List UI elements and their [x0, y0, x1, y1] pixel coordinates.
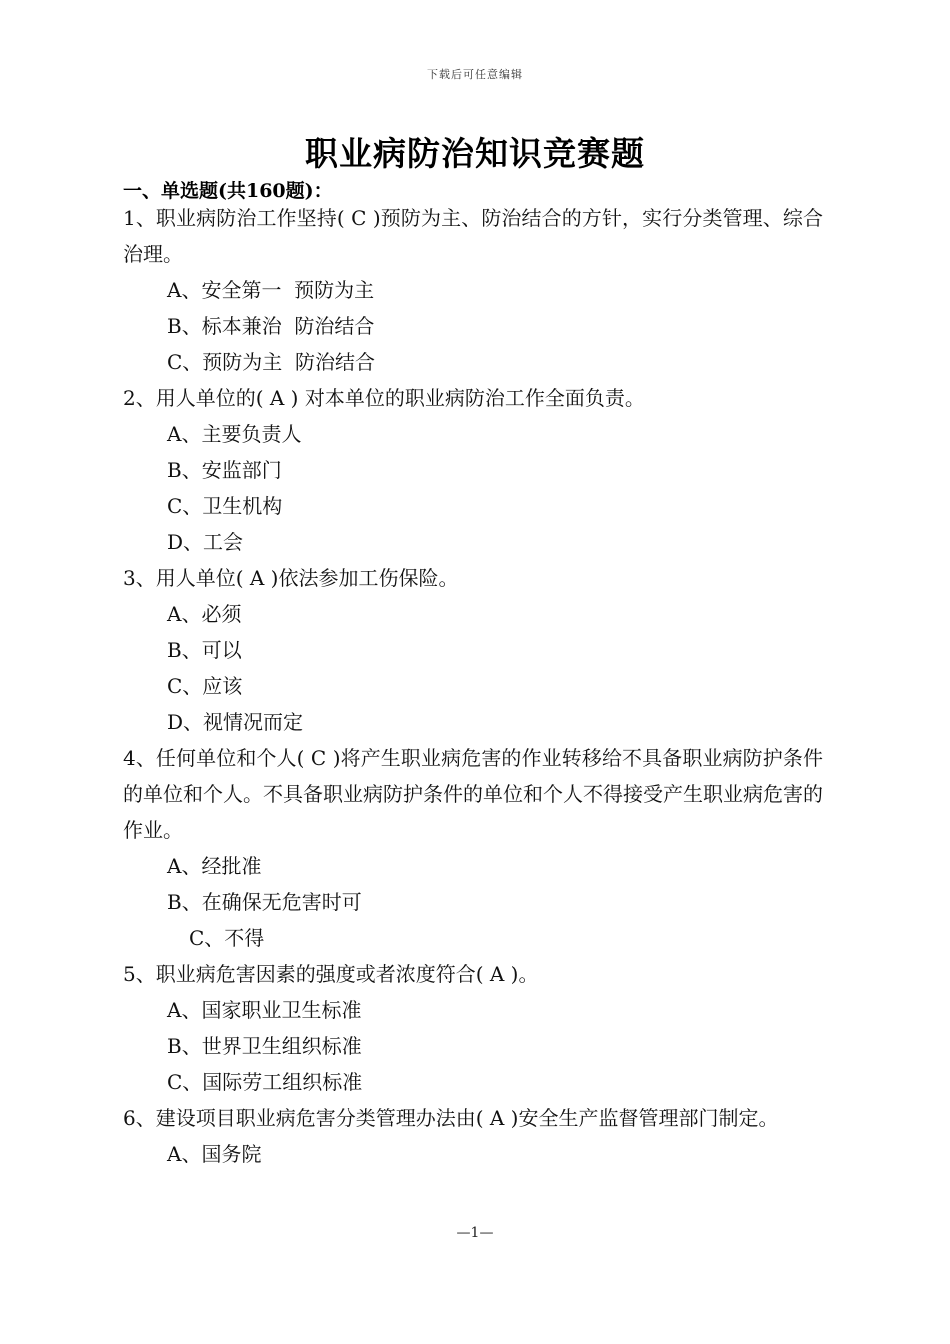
- answer-option: A、安全第一 预防为主: [167, 278, 375, 302]
- question-block: [123, 740, 823, 956]
- question-text: 2、用人单位的( A ) 对本单位的职业病防治工作全面负责。: [123, 386, 645, 410]
- question-text: 5、职业病危害因素的强度或者浓度符合( A )。: [123, 962, 539, 986]
- answer-option: B、安监部门: [167, 458, 282, 482]
- header-note: 下载后可任意编辑: [427, 68, 523, 81]
- answer-option: B、在确保无危害时可: [167, 890, 362, 914]
- answer-option: A、必须: [167, 602, 242, 626]
- answer-option: B、世界卫生组织标准: [167, 1034, 362, 1058]
- answer-option: B、可以: [167, 638, 242, 662]
- answer-option: A、国家职业卫生标准: [167, 998, 362, 1022]
- question-block: [123, 200, 823, 380]
- answer-option: A、主要负责人: [167, 422, 302, 446]
- answer-option: A、经批准: [167, 854, 262, 878]
- answer-option: D、工会: [167, 530, 244, 554]
- question-block: [123, 380, 823, 560]
- answer-option: D、视情况而定: [167, 710, 304, 734]
- question-text: 3、用人单位( A )依法参加工伤保险。: [123, 566, 459, 590]
- answer-option: C、预防为主 防治结合: [167, 350, 376, 374]
- question-block: [123, 956, 823, 1100]
- question-list: [123, 200, 823, 1172]
- answer-option: B、标本兼治 防治结合: [167, 314, 375, 338]
- answer-option: C、不得: [189, 926, 265, 950]
- answer-option: C、国际劳工组织标准: [167, 1070, 363, 1094]
- answer-option: C、卫生机构: [167, 494, 283, 518]
- question-block: [123, 1100, 823, 1172]
- document-title: 职业病防治知识竞赛题: [305, 134, 645, 173]
- question-text: 6、建设项目职业病危害分类管理办法由( A )安全生产监督管理部门制定。: [123, 1106, 779, 1130]
- answer-option: C、应该: [167, 674, 243, 698]
- question-block: [123, 560, 823, 740]
- question-text: 1、职业病防治工作坚持( C )预防为主、防治结合的方针，实行分类管理、综合治理。: [123, 206, 823, 266]
- page-number: —1—: [456, 1225, 494, 1241]
- answer-option: A、国务院: [167, 1142, 262, 1166]
- section-heading: 一、单选题(共160题)：: [123, 180, 333, 202]
- question-text: 4、任何单位和个人( C )将产生职业病危害的作业转移给不具备职业病防护条件的单位和个人。不具备职业病防护条件的单位和个人不得接受产生职业病危害的作业。: [123, 746, 823, 842]
